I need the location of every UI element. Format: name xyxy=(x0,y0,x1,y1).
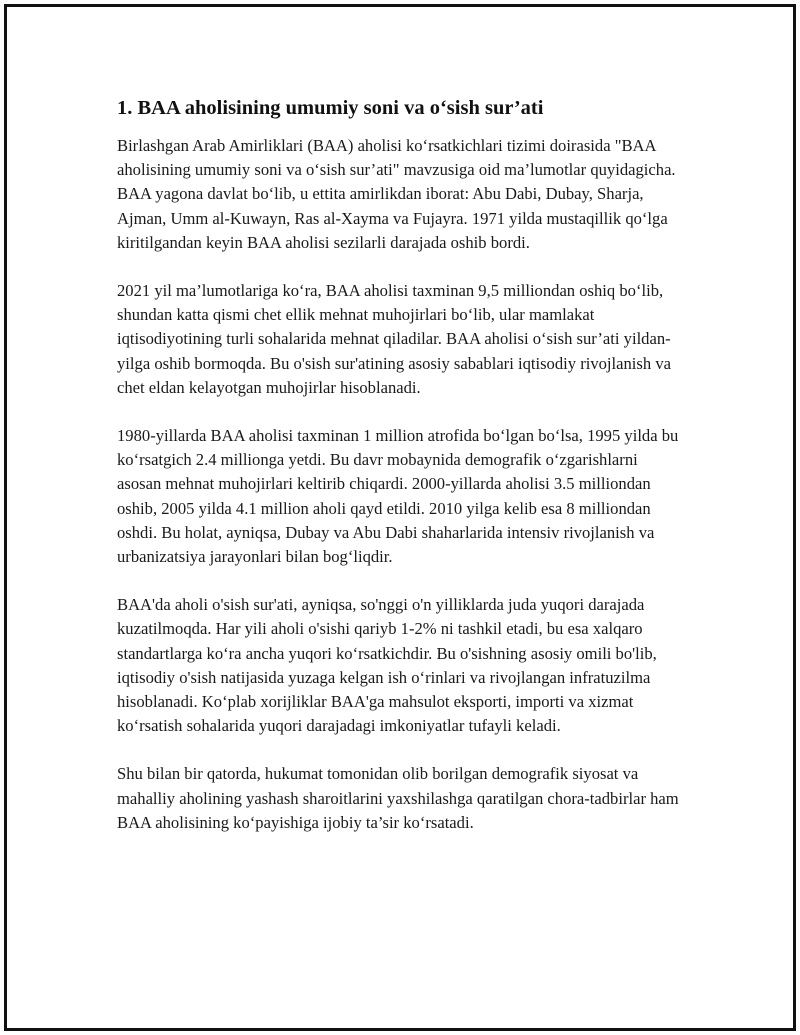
paragraph-government-policy: Shu bilan bir qatorda, hukumat tomonidan olib borilgan demografik siyosat va mahalliy aholining yashash sharoitlarini yaxshilashga qaratilgan chora-tadbirlar ham BAA aholisining ko‘payishiga ijobiy ta’sir ko‘rsatadi. xyxy=(117,764,679,832)
paragraph-historical-growth: 1980-yillarda BAA aholisi taxminan 1 million atrofida bo‘lgan bo‘lsa, 1995 yilda bu ko‘rsatgich 2.4 millionga yetdi. Bu davr mobaynida demografik o‘zgarishlarni asosan mehnat muhojirlari keltirib chiqardi. 2000-yillarda aholisi 3.5 milliondan oshib, 2005 yilda 4.1 million aholi qayd etildi. 2010 yilga kelib esa 8 milliondan oshdi. Bu holat, ayniqsa, Dubay va Abu Dabi shaharlarida intensiv rivojlanish va urbanizatsiya jarayonlari bilan bog‘liqdir. xyxy=(117,426,679,567)
section-heading: 1. BAA aholisining umumiy soni va o‘sish sur’ati xyxy=(117,97,544,119)
document-body xyxy=(117,96,685,859)
paragraph-2021-population: 2021 yil ma’lumotlariga ko‘ra, BAA aholisi taxminan 9,5 milliondan oshiq bo‘lib, shundan katta qismi chet ellik mehnat muhojirlari bo‘lib, ular mamlakat iqtisodiyotining turli sohalarida mehnat qiladilar. BAA aholisi o‘sish sur’ati yildan-yilga oshib bormoqda. Bu o'sish sur'atining asosiy sabablari iqtisodiy rivojlanish va chet eldan kelayotgan muhojirlar hisoblanadi. xyxy=(117,281,671,397)
paragraph-intro: Birlashgan Arab Amirliklari (BAA) aholisi ko‘rsatkichlari tizimi doirasida "BAA aholisining umumiy soni va o‘sish sur’ati" mavzusiga oid ma’lumotlar quyidagicha. BAA yagona davlat bo‘lib, u ettita amirlikdan iborat: Abu Dabi, Dubay, Sharja, Ajman, Umm al-Kuwayn, Ras al-Xayma va Fujayra. 1971 yilda mustaqillik qo‘lga kiritilgandan keyin BAA aholisi sezilarli darajada oshib bordi. xyxy=(117,136,676,252)
paragraph-growth-rate: BAA'da aholi o'sish sur'ati, ayniqsa, so'nggi o'n yilliklarda juda yuqori darajada kuzatilmoqda. Har yili aholi o'sishi qariyb 1-2% ni tashkil etadi, bu esa xalqaro standartlarga ko‘ra ancha yuqori ko‘rsatkichdir. Bu o'sishning asosiy omili bo'lib, iqtisodiy o'sish natijasida yuzaga kelgan ish o‘rinlari va rivojlangan infratuzilma hisoblanadi. Ko‘plab xorijliklar BAA'ga mahsulot eksporti, importi va xizmat ko‘rsatish sohalarida yuqori darajadagi imkoniyatlar tufayli keladi. xyxy=(117,595,657,736)
